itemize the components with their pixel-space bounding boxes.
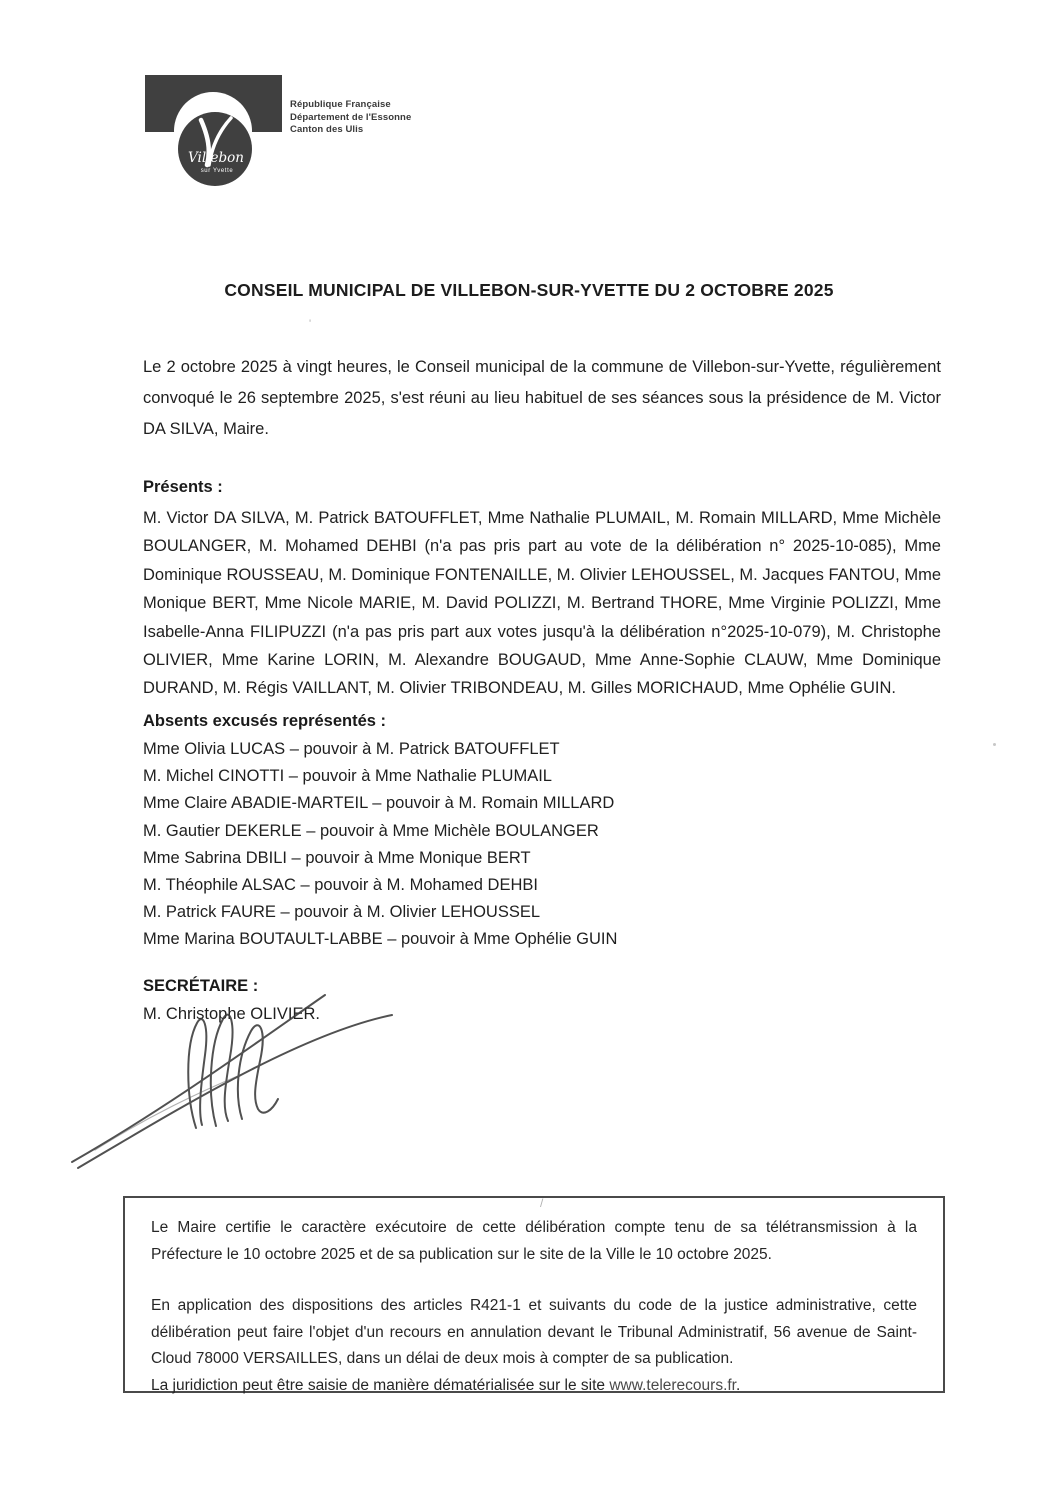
absent-item: M. Gautier DEKERLE – pouvoir à Mme Michèle BOULANGER xyxy=(143,821,599,840)
presents-heading: Présents : xyxy=(143,478,223,496)
absent-item: M. Théophile ALSAC – pouvoir à M. Mohamed DEHBI xyxy=(143,876,538,895)
scan-speck xyxy=(993,743,996,746)
jurisdiction-text-prefix: La juridiction peut être saisie de manière dématérialisée sur le site xyxy=(151,1376,610,1394)
absents-heading: Absents excusés représentés : xyxy=(143,712,387,730)
logo-city-subname: sur Yvette xyxy=(200,168,234,174)
absent-item: Mme Claire ABADIE-MARTEIL – pouvoir à M. Romain MILLARD xyxy=(143,794,615,813)
authority-line-canton: Canton des Ulis xyxy=(290,124,364,135)
scan-speck: / xyxy=(540,1196,544,1210)
appeal-paragraph: En application des dispositions des articles R421-1 et suivants du code de la justice administrative, cette délibération peut faire l'objet d'un recours en annulation devant le Tribunal Administratif, 56 avenue de Saint-Cloud 78000 VERSAILLES, dans un délai de deux mois à compter de sa publication. xyxy=(151,1297,917,1367)
secretary-heading: SECRÉTAIRE : xyxy=(143,977,259,995)
absent-item: Mme Sabrina DBILI – pouvoir à Mme Monique BERT xyxy=(143,848,531,867)
authority-lines xyxy=(290,99,411,137)
logo-disc xyxy=(178,112,252,186)
absent-item: M. Michel CINOTTI – pouvoir à Mme Nathalie PLUMAIL xyxy=(143,767,552,786)
intro-paragraph: Le 2 octobre 2025 à vingt heures, le Conseil municipal de la commune de Villebon-sur-Yvette, régulièrement convoqué le 26 septembre 2025, s'est réuni au lieu habituel de ses séances sous la présidence de M. Victor DA SILVA, Maire. xyxy=(143,358,941,438)
certification-paragraph: Le Maire certifie le caractère exécutoire de cette délibération compte tenu de sa télétransmission à la Préfecture le 10 octobre 2025 et de sa publication sur le site de la Ville le 10 octobre 2025. xyxy=(151,1219,917,1263)
telerecours-link[interactable]: www.telerecours.fr xyxy=(609,1376,736,1394)
absent-item: Mme Olivia LUCAS – pouvoir à M. Patrick BATOUFFLET xyxy=(143,740,560,758)
scan-speck: ' xyxy=(309,318,312,330)
certification-box xyxy=(123,1196,945,1393)
city-logo xyxy=(145,75,305,190)
jurisdiction-text-suffix: . xyxy=(736,1376,741,1394)
document-title: CONSEIL MUNICIPAL DE VILLEBON-SUR-YVETTE DU 2 OCTOBRE 2025 xyxy=(224,280,834,300)
authority-line-departement: Département de l'Essonne xyxy=(290,111,412,123)
secretary-name: M. Christophe OLIVIER. xyxy=(143,1005,320,1023)
absents-list xyxy=(143,736,941,954)
authority-line-republique: République Française xyxy=(290,99,391,110)
jurisdiction-paragraph xyxy=(151,1373,917,1400)
logo-city-name: Villebon xyxy=(188,150,244,166)
absent-item: Mme Marina BOUTAULT-LABBE – pouvoir à Mme Ophélie GUIN xyxy=(143,930,618,949)
presents-body: M. Victor DA SILVA, M. Patrick BATOUFFLET, Mme Nathalie PLUMAIL, M. Romain MILLARD, Mme Michèle BOULANGER, M. Mohamed DEHBI (n'a pas pris part au vote de la délibération n° 2025-10-085), Mme Dominique ROUSSEAU, M. Dominique FONTENAILLE, M. Olivier LEHOUSSEL, M. Jacques FANTOU, Mme Monique BERT, Mme Nicole MARIE, M. David POLIZZI, M. Bertrand THORE, Mme Virginie POLIZZI, Mme Isabelle-Anna FILIPUZZI (n'a pas pris part aux votes jusqu'à la délibération n°2025-10-079), M. Christophe OLIVIER, Mme Karine LORIN, M. Alexandre BOUGAUD, Mme Anne-Sophie CLAUW, Mme Dominique DURAND, M. Régis VAILLANT, M. Olivier TRIBONDEAU, M. Gilles MORICHAUD, Mme Ophélie GUIN. xyxy=(143,509,941,698)
absent-item: M. Patrick FAURE – pouvoir à M. Olivier LEHOUSSEL xyxy=(143,903,541,922)
